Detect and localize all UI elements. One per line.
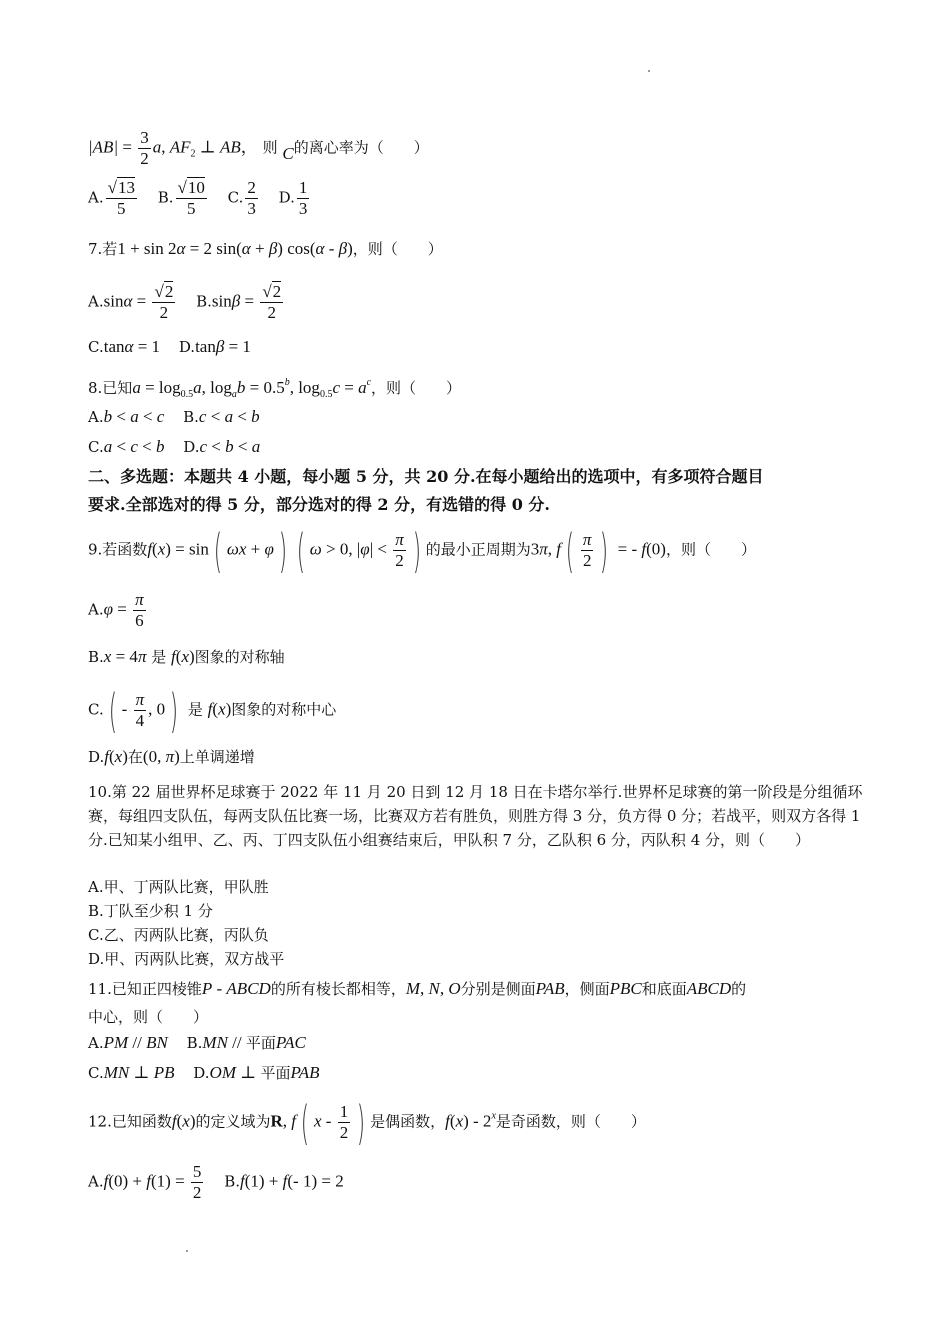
q8-options-ab: A.b < a < c B.c < a < b <box>88 407 260 426</box>
q12-number: 12.已知函数 <box>88 1112 172 1131</box>
q9-option-d: D.f(x)在(0, π)上单调递增 <box>88 747 255 766</box>
q9-option-a-label: A. <box>88 600 104 619</box>
q9-option-c: C. ( - $\frac{\pi}{4}$ , 0 ) 是 f(x)图象的对称中心 <box>88 683 337 738</box>
q12-options-ab: A.f(0) + f(1) = $\frac{5}{2}$ B.f(1) + f(- 1) = 2 <box>88 1162 344 1202</box>
q9-option-b-label: B. <box>88 648 104 666</box>
q11-t1: 的所有棱长都相等， <box>270 980 406 998</box>
q7-number: 7.若 <box>88 240 118 258</box>
q6-option-a-label: A. <box>88 188 104 207</box>
q8-tail: ，则（ ） <box>371 379 462 397</box>
q11-t2: 分别是侧面 <box>460 980 536 998</box>
section-2-heading-line1: 二、多选题：本题共 4 小题，每小题 5 分，共 20 分.在每小题给出的选项中，有多项符合题目 <box>88 467 764 486</box>
q11-option-c-label: C. <box>88 1064 104 1082</box>
q9-number: 9.若函数 <box>88 540 148 559</box>
q6-option-d-label: D. <box>278 188 295 207</box>
q12-t1: 的定义域为 <box>195 1112 271 1131</box>
q7-options-ab: A.sinα = $\frac{√2}{2}$ B.sinβ = $\frac{√2}{2}$ <box>88 282 282 322</box>
q6-stem: 的离心率为（ ） <box>293 138 429 157</box>
q7-stem: 7.若1 + sin 2α = 2 sin(α + β) cos(α - β)，则（ ） <box>88 239 443 258</box>
q10-option-b: B.丁队至少积 1 分 <box>88 902 213 920</box>
q9-option-a: A.φ = $\frac{\pi}{6}$ <box>88 590 144 630</box>
q7-option-d-label: D. <box>178 338 196 356</box>
q11-options-ab: A.PM // BN B.MN // 平面PAC <box>88 1033 306 1052</box>
q7-option-b-label: B. <box>196 292 212 311</box>
q9-option-d-in: 在 <box>127 748 143 766</box>
q11-t3: ，侧面 <box>564 980 610 998</box>
q6-option-c-label: C. <box>227 188 244 207</box>
q12-stem: 12.已知函数f(x)的定义域为R, f ( x - $\frac{1}{2}$ ) 是偶函数，f(x) - 2$^x$是奇函数，则（ ） <box>88 1095 646 1150</box>
q10-option-a: A.甲、丁两队比赛，甲队胜 <box>88 878 269 896</box>
q12-t2: 是偶函数， <box>370 1112 446 1131</box>
q9-option-c-label: C. <box>88 700 104 719</box>
q11-t5: 的 <box>731 980 747 998</box>
q11-options-cd: C.MN ⊥ PB D.OM ⊥ 平面PAB <box>88 1063 320 1082</box>
q11-t4: 和底面 <box>641 980 687 998</box>
q8-option-d-label: D. <box>183 438 200 456</box>
q9-option-d-tail: 上单调递增 <box>179 748 255 766</box>
q11-option-a-label: A. <box>88 1034 104 1052</box>
q9-option-b-is: 是 <box>151 648 167 666</box>
q11-stem-line1: 11.已知正四棱锥P - ABCD的所有棱长都相等，M, N, O分别是侧面PAB，侧面PBC和底面ABCD的 <box>88 979 747 998</box>
q6-ze: 则 <box>262 138 278 157</box>
q12-option-b-label: B. <box>224 1172 240 1191</box>
q12-t3: 是奇函数，则（ ） <box>495 1112 646 1131</box>
q6-options: A. $\frac{√13}{5}$ B. $\frac{√10}{5}$ C. $\frac{2}{3}$ D. $\frac{1}{3}$ <box>88 178 308 218</box>
scan-dot <box>648 70 650 72</box>
q11-option-d-label: D. <box>193 1064 210 1082</box>
q6-option-b-label: B. <box>157 188 174 207</box>
q8-option-b-label: B. <box>183 408 199 426</box>
q11-number: 11.已知正四棱锥 <box>88 980 202 998</box>
q7-option-a-label: A. <box>88 292 104 311</box>
q9-option-b-tail: 图象的对称轴 <box>194 648 285 666</box>
q11-option-b-label: B. <box>186 1034 203 1052</box>
q12-option-a-label: A. <box>88 1172 104 1191</box>
q10-stem: 10.第 22 届世界杯足球赛于 2022 年 11 月 20 日到 12 月 18 日在卡塔尔举行.世界杯足球赛的第一阶段是分组循环赛，每组四支队伍，每两支队伍比赛一场，比赛双方若有胜负，则胜方得 3 分，负方得 0 分；若战平，则双方各得 1 分.已知某小组甲、乙、丙、丁四支队伍小组赛结束后，甲队积 7 分，乙队积 6 分，丙队积 4 分，则（ ） <box>88 783 863 849</box>
q8-number: 8.已知 <box>88 379 133 397</box>
q8-option-c-label: C. <box>88 438 104 456</box>
q6-condition: |AB| = $\frac{3}{2}$ a, $AF_2$ ⊥ AB， 则 C的离心率为（ ） <box>88 128 429 168</box>
q11-option-d-plane: 平面 <box>260 1064 291 1082</box>
q9-tail: ，则（ ） <box>665 540 756 559</box>
q7-tail: ，则（ ） <box>352 240 443 258</box>
q8-stem: 8.已知$a = \log_{0.5}a$, $\log_ab = 0.5^b$, $\log_{0.5}c = a^c$，则（ ） <box>88 377 462 400</box>
q9-option-c-tail: 图象的对称中心 <box>231 700 337 719</box>
q10-option-c: C.乙、丙两队比赛，丙队负 <box>88 926 269 944</box>
q8-options-cd: C.a < c < b D.c < b < a <box>88 437 261 456</box>
q9-mid: 的最小正周期为 <box>425 540 531 559</box>
q11-stem-line2: 中心，则（ ） <box>88 1008 209 1026</box>
q7-option-c-label: C. <box>88 338 104 356</box>
q8-option-a-label: A. <box>88 408 104 426</box>
q9-option-d-label: D. <box>88 748 105 766</box>
q9-option-b: B.x = 4π 是 f(x)图象的对称轴 <box>88 647 285 666</box>
q10-option-d: D.甲、丙两队比赛，双方战平 <box>88 950 285 968</box>
q6-var-c: C <box>282 143 294 163</box>
q9-option-c-is: 是 <box>187 700 203 719</box>
section-2-heading-line2: 要求.全部选对的得 5 分，部分选对的得 2 分，有选错的得 0 分. <box>88 495 550 514</box>
q11-option-b-plane: 平面 <box>245 1034 276 1052</box>
scan-dot <box>186 1250 188 1252</box>
q7-options-cd: C.tanα = 1 D.tanβ = 1 <box>88 337 251 356</box>
q9-stem: 9.若函数f(x) = sin ( ωx + φ ) ( ω > 0, |φ| < $\frac{\pi}{2}$ ) 的最小正周期为3π, f ( $\frac{\pi}{2}$ ) = - f(0)，则（ ） <box>88 523 756 578</box>
